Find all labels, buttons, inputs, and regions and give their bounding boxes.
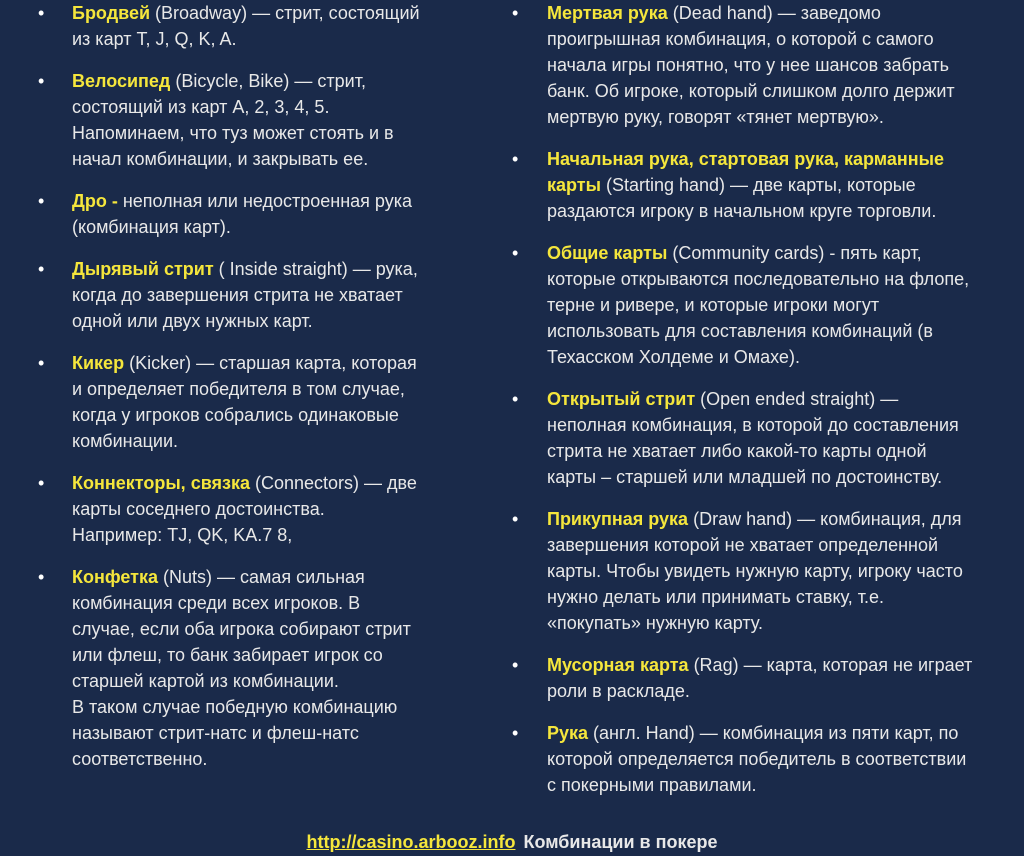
left-column — [0, 0, 500, 772]
left-term-list — [0, 0, 500, 772]
term-first-line — [72, 564, 500, 590]
footer — [0, 830, 1024, 854]
description-line: случае, если оба игрока собирают стрит — [72, 619, 411, 639]
description-line: завершения которой не хватает определенной — [547, 535, 939, 555]
term-description: (Connectors) — две — [250, 473, 417, 493]
description-line: начал комбинации, и закрывать ее. — [72, 149, 369, 169]
term-first-line — [547, 386, 1024, 412]
list-item — [512, 506, 1024, 636]
term-first-line — [72, 350, 500, 376]
term-description: (Community cards) - пять карт, — [667, 243, 922, 263]
term-description: (Kicker) — старшая карта, которая — [124, 353, 417, 373]
description-line: Напоминаем, что туз может стоять и в — [72, 123, 394, 143]
term-first-line — [547, 720, 1024, 746]
description-line: Техасском Холдеме и Омахе). — [547, 347, 800, 367]
term-description: (Draw hand) — комбинация, для — [688, 509, 962, 529]
description-line: проигрышная комбинация, о которой с самого — [547, 29, 934, 49]
term-first-line — [72, 0, 500, 26]
list-item — [512, 240, 1024, 370]
term-description: (англ. Hand) — комбинация из пяти карт, по — [588, 723, 959, 743]
term-name: Бродвей — [72, 3, 151, 23]
description-line: когда до завершения стрита не хватает — [72, 285, 403, 305]
description-line: терне и ривере, и которые игроки могут — [547, 295, 880, 315]
description-line: Например: TJ, QK, KA.7 8, — [72, 525, 293, 545]
term-name: Прикупная рука — [547, 509, 689, 529]
term-first-line — [72, 256, 500, 282]
description-line: карты соседнего достоинства. — [72, 499, 325, 519]
list-item — [512, 720, 1024, 798]
term-description: (Bicycle, Bike) — стрит, — [170, 71, 366, 91]
description-line: неполная комбинация, в которой до составления — [547, 415, 959, 435]
term-name: Велосипед — [72, 71, 171, 91]
list-item — [0, 0, 500, 52]
list-item — [0, 470, 500, 548]
description-line: называют стрит-натс и флеш-натс — [72, 723, 359, 743]
term-name-continued: карты — [547, 175, 601, 195]
term-description: (Dead hand) — заведомо — [667, 3, 881, 23]
term-description: (Rag) — карта, которая не играет — [688, 655, 973, 675]
term-first-line — [547, 146, 1024, 172]
description-line: и определяет победителя в том случае, — [72, 379, 405, 399]
description-line: соответственно. — [72, 749, 208, 769]
list-item — [512, 652, 1024, 704]
description-line: которые открываются последовательно на флопе, — [547, 269, 970, 289]
term-name: Коннекторы, связка — [72, 473, 250, 493]
term-name: Начальная рука, стартовая рука, карманные — [547, 149, 944, 169]
bullet-dot-icon: • — [512, 509, 519, 529]
footer-title: Комбинации в покере — [523, 832, 718, 852]
right-term-list — [512, 0, 1024, 798]
term-name: Общие карты — [547, 243, 668, 263]
term-description: (Broadway) — стрит, состоящий — [150, 3, 420, 23]
bullet-dot-icon: • — [38, 259, 45, 279]
term-first-line — [72, 68, 500, 94]
list-item — [512, 386, 1024, 490]
bullet-dot-icon: • — [38, 3, 45, 23]
description-line: когда у игроков собрались одинаковые — [72, 405, 399, 425]
description-line: комбинации. — [72, 431, 178, 451]
term-first-line — [547, 0, 1024, 26]
list-item — [0, 256, 500, 334]
bullet-dot-icon: • — [38, 191, 45, 211]
term-description: (Open ended straight) — — [695, 389, 899, 409]
bullet-dot-icon: • — [512, 243, 519, 263]
term-name: Мусорная карта — [547, 655, 689, 675]
right-column — [512, 0, 1024, 798]
description-line: состоящий из карт A, 2, 3, 4, 5. — [72, 97, 330, 117]
bullet-dot-icon: • — [512, 655, 519, 675]
term-second-line — [547, 172, 1024, 198]
description-line: которой определяется победитель в соответствии — [547, 749, 967, 769]
list-item — [512, 146, 1024, 224]
description-line: использовать для составления комбинаций (в — [547, 321, 933, 341]
description-line: начала игры понятно, что у нее шансов забрать — [547, 55, 950, 75]
description-line: комбинация среди всех игроков. В — [72, 593, 361, 613]
term-description: (Starting hand) — две карты, которые — [600, 175, 916, 195]
list-item — [512, 0, 1024, 130]
description-line: банк. Об игроке, который слишком долго держит — [547, 81, 955, 101]
description-line: из карт T, J, Q, K, A. — [72, 29, 237, 49]
bullet-dot-icon: • — [38, 567, 45, 587]
list-item — [0, 188, 500, 240]
description-line: карты. Чтобы увидеть нужную карту, игроку часто — [547, 561, 963, 581]
description-line: раздаются игроку в начальном круге торговли. — [547, 201, 937, 221]
term-name: Дырявый стрит — [72, 259, 214, 279]
term-name: Кикер — [72, 353, 125, 373]
description-line: одной или двух нужных карт. — [72, 311, 313, 331]
term-name: Открытый стрит — [547, 389, 696, 409]
term-first-line — [72, 470, 500, 496]
description-line: или флеш, то банк забирает игрок со — [72, 645, 383, 665]
bullet-dot-icon: • — [512, 3, 519, 23]
bullet-dot-icon: • — [512, 723, 519, 743]
term-name: Рука — [547, 723, 589, 743]
term-first-line — [547, 506, 1024, 532]
term-first-line — [547, 240, 1024, 266]
bullet-dot-icon: • — [38, 353, 45, 373]
term-first-line — [72, 188, 500, 214]
description-line: роли в раскладе. — [547, 681, 690, 701]
bullet-dot-icon: • — [38, 473, 45, 493]
term-description: неполная или недостроенная рука — [117, 191, 413, 211]
term-name: Мертвая рука — [547, 3, 668, 23]
list-item — [0, 350, 500, 454]
term-first-line — [547, 652, 1024, 678]
description-line: «покупать» нужную карту. — [547, 613, 764, 633]
bullet-dot-icon: • — [512, 389, 519, 409]
term-description: (Nuts) — самая сильная — [157, 567, 365, 587]
footer-site-link[interactable]: http://casino.arbooz.info — [306, 832, 516, 852]
term-description: ( Inside straight) — рука, — [213, 259, 418, 279]
description-line: стрита не хватает либо какой-то карты одной — [547, 441, 927, 461]
term-name: Конфетка — [72, 567, 158, 587]
list-item — [0, 68, 500, 172]
description-line: с покерными правилами. — [547, 775, 757, 795]
bullet-dot-icon: • — [38, 71, 45, 91]
description-line: мертвую руку, говорят «тянет мертвую». — [547, 107, 884, 127]
description-line: старшей картой из комбинации. — [72, 671, 339, 691]
term-name: Дро - — [72, 191, 118, 211]
description-line: В таком случае победную комбинацию — [72, 697, 398, 717]
description-line: (комбинация карт). — [72, 217, 231, 237]
description-line: карты – старшей или младшей по достоинству. — [547, 467, 943, 487]
bullet-dot-icon: • — [512, 149, 519, 169]
description-line: нужно делать или принимать ставку, т.е. — [547, 587, 884, 607]
list-item — [0, 564, 500, 772]
